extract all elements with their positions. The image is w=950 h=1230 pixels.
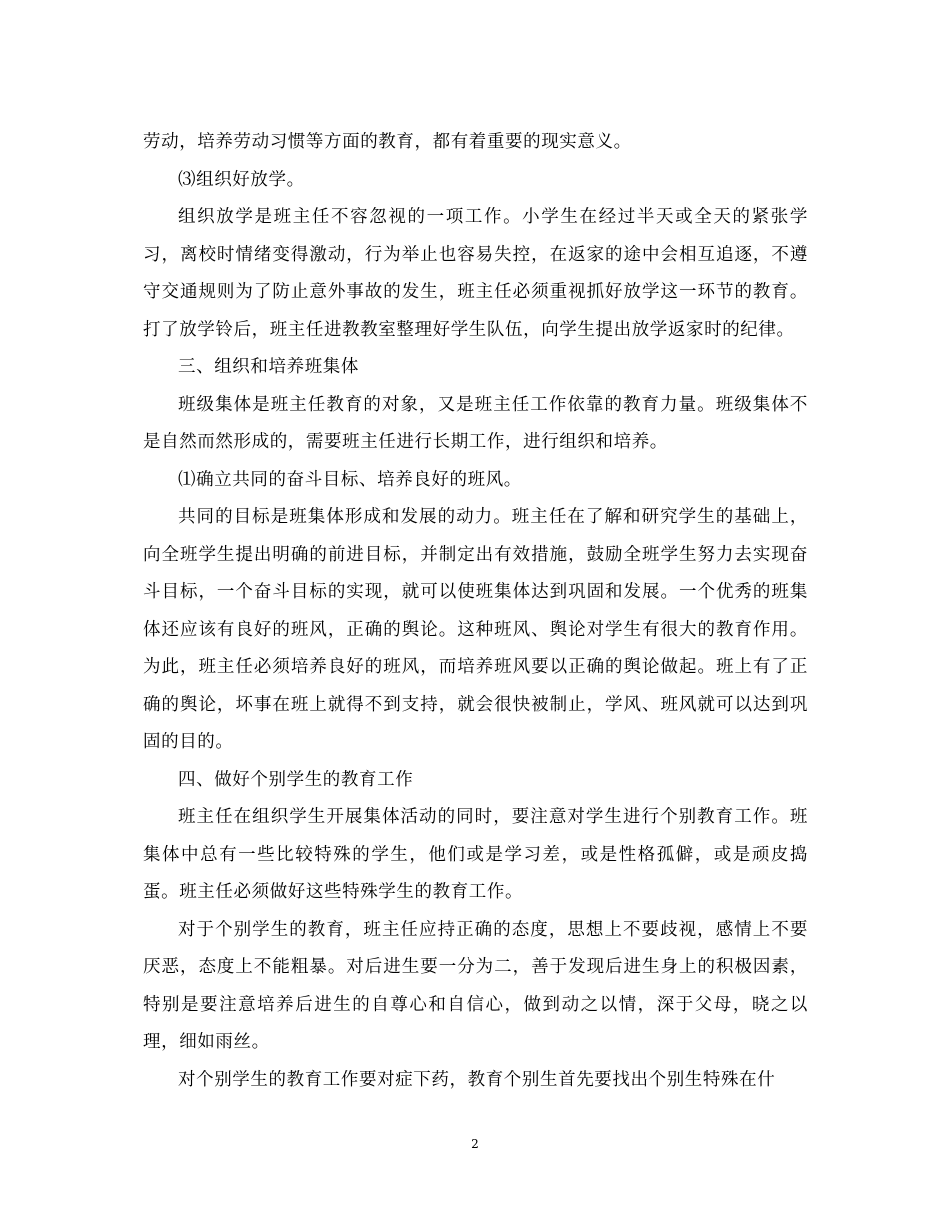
document-body [143,124,808,1099]
paragraph: 对个别学生的教育工作要对症下药，教育个别生首先要找出个别生特殊在什 [178,1069,776,1090]
paragraph: 组织放学是班主任不容忽视的一项工作。小学生在经过半天或全天的紧张学习，离校时情绪变得激动，行为举止也容易失控，在返家的途中会相互追逐，不遵守交通规则为了防止意外事故的发生，班主任必须重视抓好放学这一环节的教育。打了放学铃后，班主任进教教室整理好学生队伍，向学生提出放学返家时的纪律。 [143,207,808,340]
section-heading: 四、做好个别学生的教育工作 [178,769,414,790]
paragraph: 共同的目标是班集体形成和发展的动力。班主任在了解和研究学生的基础上，向全班学生提出明确的前进目标，并制定出有效措施，鼓励全班学生努力去实现奋斗目标，一个奋斗目标的实现，就可以使班集体达到巩固和发展。一个优秀的班集体还应该有良好的班风，正确的舆论。这种班风、舆论对学生有很大的教育作用。为此，班主任必须培养良好的班风，而培养班风要以正确的舆论做起。班上有了正确的舆论，坏事在班上就得不到支持，就会很快被制止，学风、班风就可以达到巩固的目的。 [143,507,808,752]
page-number: 2 [471,1137,479,1151]
paragraph: 对于个别学生的教育，班主任应持正确的态度，思想上不要歧视，感情上不要厌恶，态度上不能粗暴。对后进生要一分为二，善于发现后进生身上的积极因素，特别是要注意培养后进生的自尊心和自信心，做到动之以情，深于父母，晓之以理，细如雨丝。 [143,919,808,1052]
paragraph: 班级集体是班主任教育的对象，又是班主任工作依靠的教育力量。班级集体不是自然而然形成的，需要班主任进行长期工作，进行组织和培养。 [143,394,808,452]
list-item-heading: ⑴确立共同的奋斗目标、培养良好的班风。 [178,469,522,490]
section-heading: 三、组织和培养班集体 [178,357,359,377]
paragraph: 劳动，培养劳动习惯等方面的教育，都有着重要的现实意义。 [143,132,632,152]
list-item-heading: ⑶组织好放学。 [178,169,305,190]
paragraph: 班主任在组织学生开展集体活动的同时，要注意对学生进行个别教育工作。班集体中总有一些比较特殊的学生，他们或是学习差，或是性格孤僻，或是顽皮捣蛋。班主任必须做好这些特殊学生的教育工作。 [143,807,808,902]
